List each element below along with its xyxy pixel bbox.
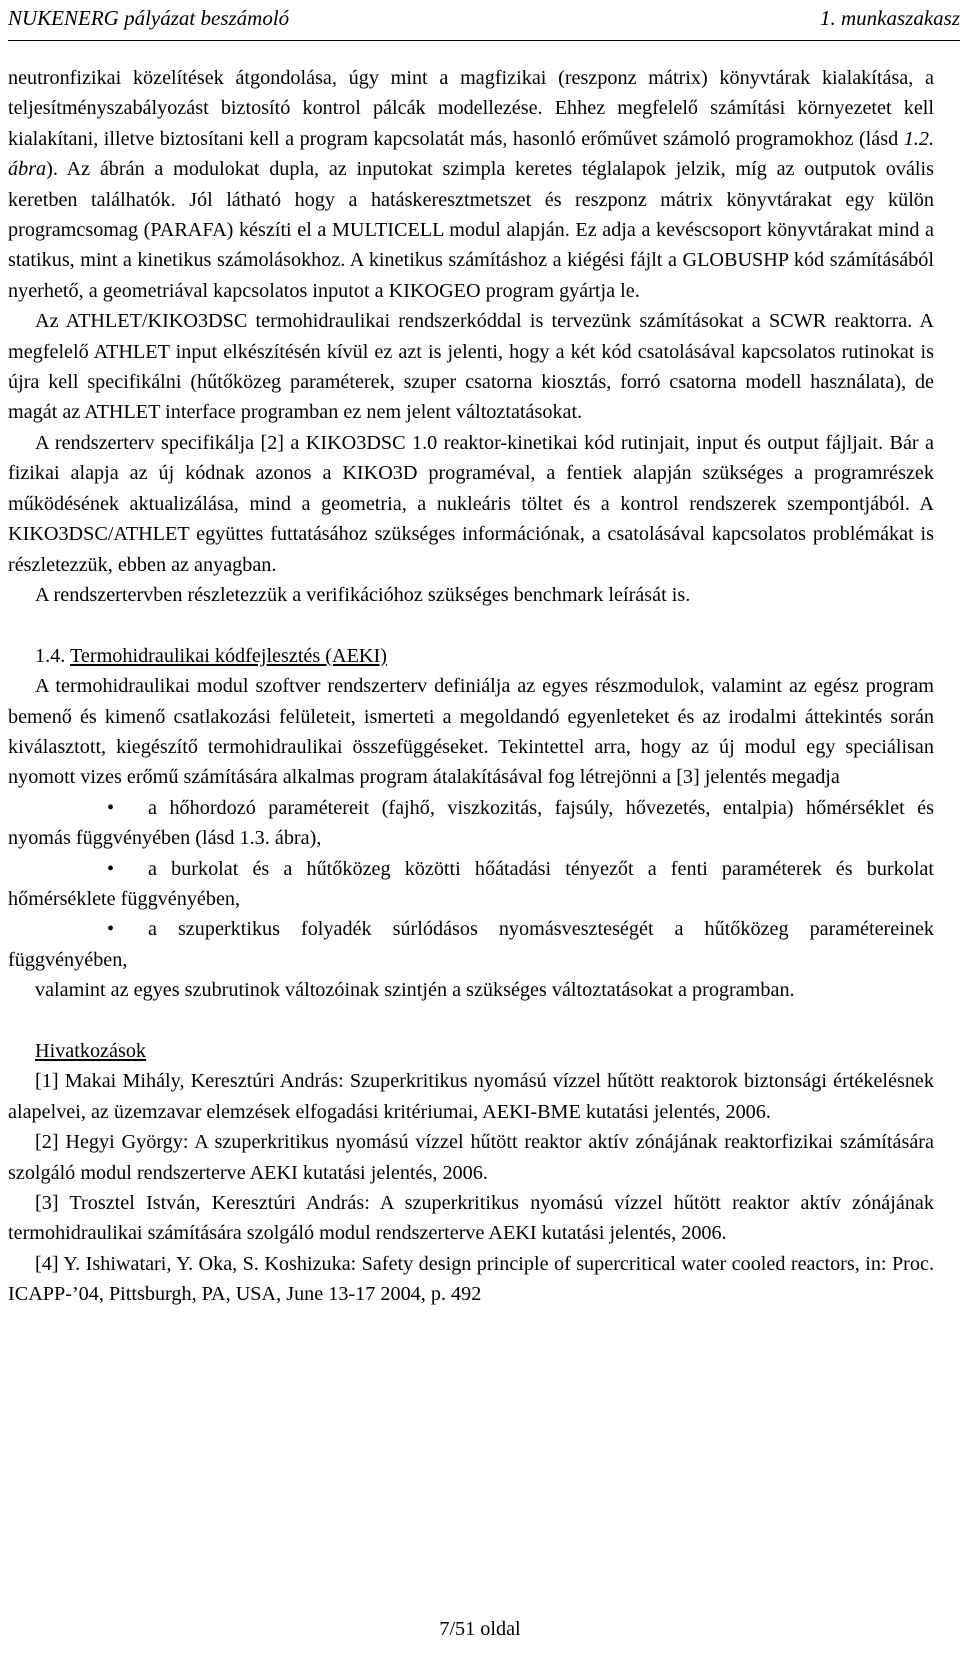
section-number: 1.4. bbox=[35, 644, 66, 667]
paragraph-benchmark: A rendszertervben részletezzük a verifikációhoz szükséges benchmark leírását is. bbox=[35, 583, 691, 606]
list-item: • a burkolat és a hűtőközeg közötti hőátadási tényezőt a fenti paraméterek és burkolat hőmérséklete függvényében, bbox=[8, 854, 934, 915]
section-heading bbox=[8, 641, 934, 671]
header-section: 1. munkaszakasz bbox=[820, 6, 960, 30]
page-number: 7/51 oldal bbox=[439, 1618, 521, 1640]
bullet-icon: • bbox=[107, 857, 115, 880]
header-title: NUKENERG pályázat beszámoló bbox=[8, 6, 290, 30]
paragraph-system-plan: A rendszerterv specifikálja [2] a KIKO3DSC 1.0 reaktor-kinetikai kód rutinjait, input és output fájljait. Bár a fizikai alapja az új kódnak azonos a KIKO3D programéval, a fentiek alapján szükséges a programrészek működésének aktualizálása, mind a geometria, a nukleáris töltet és a kontrol rendszerek szempontjából. A KIKO3DSC/ATHLET együttes futtatásához szükséges információnak, a csatolásával kapcsolatos problémákat is részletezzük, ebben az anyagban. bbox=[8, 431, 934, 576]
paragraph-athlet: Az ATHLET/KIKO3DSC termohidraulikai rendszerkóddal is tervezünk számításokat a SCWR reaktorra. A megfelelő ATHLET input elkészítésén kívül ez azt is jelenti, hogy a két kód csatolásával kapcsolatos rutinokat is újra kell specifikálni (hűtőközeg paraméterek, szuper csatorna kiosztás, forró csatorna modell használata), de magát az ATHLET interface programban ez nem jelent változtatásokat. bbox=[8, 310, 934, 424]
document-body bbox=[8, 63, 934, 1310]
bullet-icon: • bbox=[107, 918, 115, 941]
bullet-icon: • bbox=[107, 796, 115, 819]
figure-reference: 1.2. ábra bbox=[8, 127, 934, 181]
references-list bbox=[8, 1066, 934, 1309]
list-item: • a hőhordozó paramétereit (fajhő, viszkozitás, fajsúly, hővezetés, entalpia) hőmérséklet és nyomás függvényében (lásd 1.3. ábra), bbox=[8, 793, 934, 854]
section-title: Termohidraulikai kódfejlesztés (AEKI) bbox=[69, 644, 387, 667]
references-heading: Hivatkozások bbox=[35, 1039, 147, 1062]
reference-item: [1] Makai Mihály, Keresztúri András: Szuperkritikus nyomású vízzel hűtött reaktorok biztonsági értékelésnek alapelvei, az üzemzavar elemzések elfogadási kritériumai, AEKI-BME kutatási jelentés, 2006. bbox=[8, 1070, 934, 1123]
list-item: • a szuperktikus folyadék súrlódásos nyomásveszteségét a hűtőközeg paramétereinek függvényében, bbox=[8, 914, 934, 975]
reference-item: [4] Y. Ishiwatari, Y. Oka, S. Koshizuka: Safety design principle of supercritical water cooled reactors, in: Proc. ICAPP-’04, Pittsburgh, PA, USA, June 13-17 2004, p. 492 bbox=[8, 1252, 934, 1306]
section-outro: valamint az egyes szubrutinok változóinak szintjén a szükséges változtatásokat a programban. bbox=[35, 979, 795, 1002]
header-rule bbox=[8, 40, 960, 41]
reference-item: [2] Hegyi György: A szuperkritikus nyomású vízzel hűtött reaktor aktív zónájának reaktorfizikai számítására szolgáló modul rendszerterve AEKI kutatási jelentés, 2006. bbox=[8, 1131, 934, 1184]
reference-item: [3] Trosztel István, Keresztúri András: A szuperkritikus nyomású vízzel hűtött reaktor aktív zónájának termohidraulikai számítására szolgáló modul rendszerterve AEKI kutatási jelentés, 2006. bbox=[8, 1192, 934, 1245]
section-intro: A termohidraulikai modul szoftver rendszerterv definiálja az egyes részmodulok, valamint az egész program bemenő és kimenő csatlakozási felületeit, ismerteti a megoldandó egyenleteket és az irodalmi áttekintés során kiválasztott, kiegészítő termohidraulikai összefüggéseket. Tekintettel arra, hogy az új modul egy speciálisan nyomott vizes erőmű számítására alkalmas program átalakításával fog létrejönni a [3] jelentés megadja bbox=[8, 675, 934, 789]
paragraph-neutronics: neutronfizikai közelítések átgondolása, úgy mint a magfizikai (reszponz mátrix) könyvtárak kialakítása, a teljesítményszabályozást biztosító kontrol pálcák modellezése. Ehhez megfelelő számítási környezetet kell kialakítani, illetve biztosítani kell a program kapcsolatát más, hasonló erőművet számoló programokhoz (lásd 1.2. ábra). Az ábrán a modulokat dupla, az inputokat szimpla keretes téglalapok jelzik, míg az outputok ovális keretben találhatók. Jól látható hogy a hatáskeresztmetszet és reszponz mátrix könyvtárakat egy külön programcsomag (PARAFA) készíti el a MULTICELL modul alapján. Ez adja a kevéscsoport könyvtárakat mind a statikus, mint a kinetikus számolásokhoz. A kinetikus számításhoz a kiégési fájlt a GLOBUSHP kód számításából nyerhető, a geometriával kapcsolatos inputot a KIKOGEO program gyártja le. bbox=[8, 67, 934, 302]
